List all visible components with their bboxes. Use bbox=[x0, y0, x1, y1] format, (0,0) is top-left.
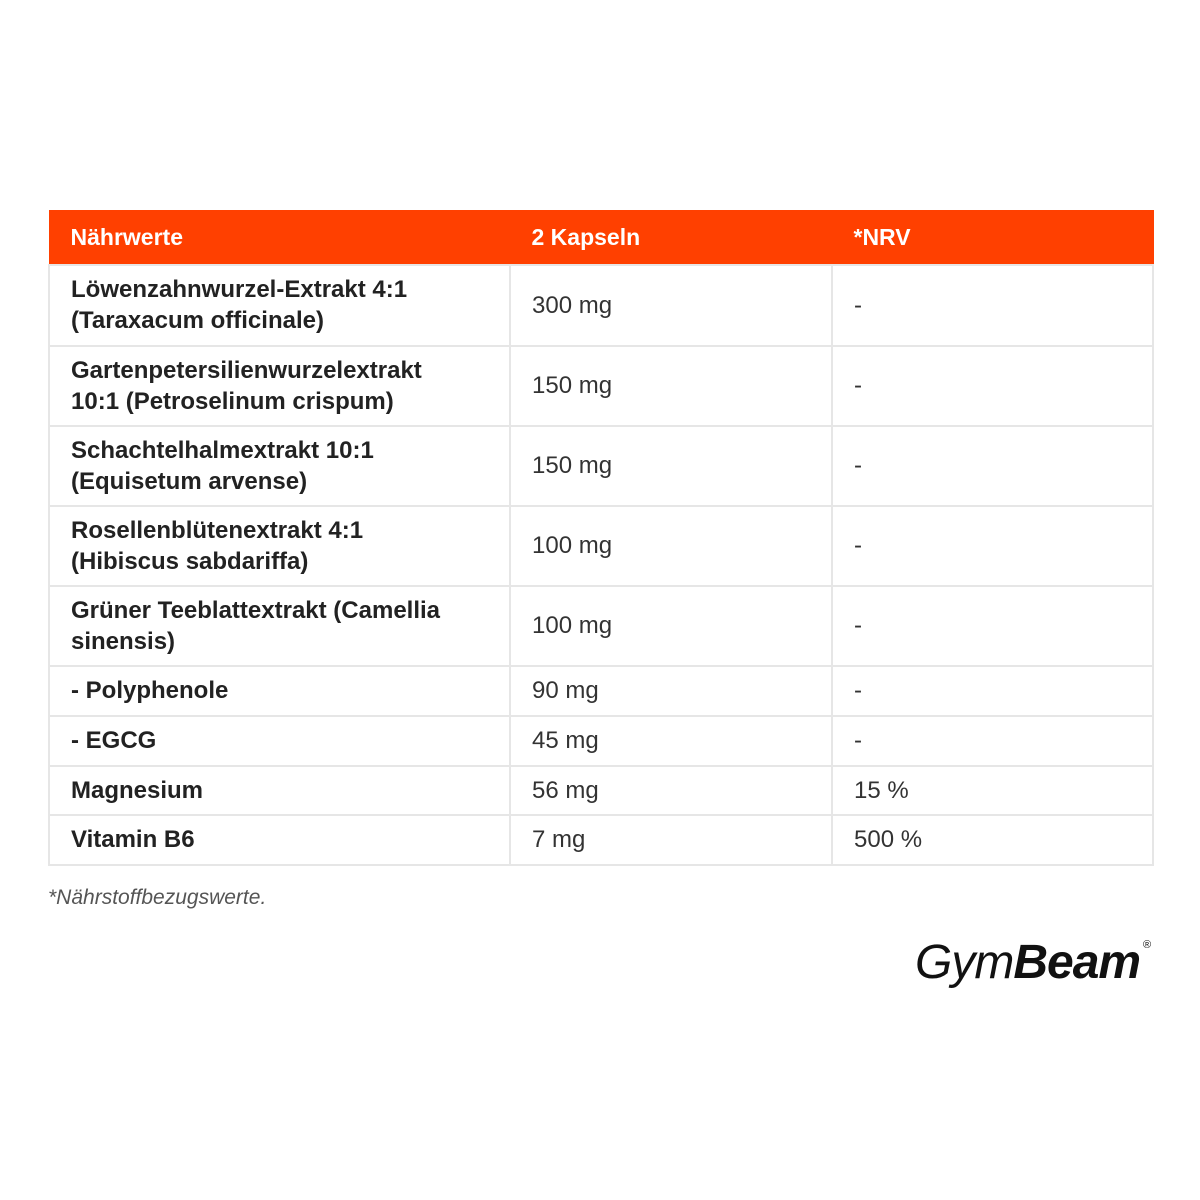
nutrient-name-line: Schachtelhalmextrakt 10:1 bbox=[71, 436, 374, 464]
nutrient-nrv: - bbox=[832, 265, 1153, 346]
nutrition-table bbox=[48, 210, 1154, 866]
table-row bbox=[49, 766, 1153, 815]
table-row bbox=[49, 346, 1153, 426]
nutrient-amount: 150 mg bbox=[510, 346, 832, 426]
header-nrv: *NRV bbox=[832, 211, 1153, 265]
nutrient-name-line: (Equisetum arvense) bbox=[71, 467, 308, 495]
footnote: *Nährstoffbezugswerte. bbox=[48, 886, 267, 909]
nutrient-amount: 300 mg bbox=[510, 265, 832, 346]
nutrient-name bbox=[49, 426, 510, 506]
logo-part-light: Gym bbox=[915, 936, 1014, 989]
nutrient-name-line: Gartenpetersilienwurzelextrakt bbox=[71, 356, 422, 384]
header-amount: 2 Kapseln bbox=[510, 211, 832, 265]
nutrient-name bbox=[49, 346, 510, 426]
nutrient-name: Magnesium bbox=[49, 766, 510, 815]
logo-wordmark bbox=[915, 935, 1140, 991]
table-header-row bbox=[49, 211, 1153, 265]
nutrient-nrv: - bbox=[832, 716, 1153, 766]
table-row bbox=[49, 716, 1153, 766]
nutrient-name: - EGCG bbox=[49, 716, 510, 766]
nutrient-nrv: - bbox=[832, 666, 1153, 716]
table-row bbox=[49, 506, 1153, 586]
nutrient-amount: 100 mg bbox=[510, 506, 832, 586]
registered-mark: ® bbox=[1143, 939, 1152, 951]
nutrient-name bbox=[49, 265, 510, 346]
nutrient-name: Vitamin B6 bbox=[49, 815, 510, 865]
table-row bbox=[49, 815, 1153, 865]
nutrient-nrv: - bbox=[832, 586, 1153, 666]
nutrient-name: - Polyphenole bbox=[49, 666, 510, 716]
nutrient-amount: 90 mg bbox=[510, 666, 832, 716]
gymbeam-logo bbox=[915, 935, 1155, 995]
nutrient-amount: 56 mg bbox=[510, 766, 832, 815]
nutrient-amount: 7 mg bbox=[510, 815, 832, 865]
header-nutrients: Nährwerte bbox=[49, 211, 510, 265]
nutrient-amount: 100 mg bbox=[510, 586, 832, 666]
nutrient-name bbox=[49, 586, 510, 666]
nutrient-nrv: 500 % bbox=[832, 815, 1153, 865]
nutrient-name-line: (Hibiscus sabdariffa) bbox=[71, 547, 309, 575]
table-row bbox=[49, 586, 1153, 666]
table-row bbox=[49, 666, 1153, 716]
nutrient-name-line: Löwenzahnwurzel-Extrakt 4:1 bbox=[71, 276, 408, 303]
logo-part-bold: Beam bbox=[1013, 936, 1141, 989]
nutrient-name-line: (Taraxacum officinale) bbox=[71, 307, 324, 334]
nutrient-amount: 45 mg bbox=[510, 716, 832, 766]
table-row bbox=[49, 426, 1153, 506]
nutrient-nrv: - bbox=[832, 426, 1153, 506]
nutrient-name-line: sinensis) bbox=[71, 627, 176, 655]
nutrient-name bbox=[49, 506, 510, 586]
nutrient-name-line: Rosellenblütenextrakt 4:1 bbox=[71, 516, 364, 544]
nutrient-amount: 150 mg bbox=[510, 426, 832, 506]
nutrient-name-line: 10:1 (Petroselinum crispum) bbox=[71, 387, 394, 415]
nutrient-nrv: - bbox=[832, 506, 1153, 586]
nutrient-nrv: - bbox=[832, 346, 1153, 426]
nutrient-nrv: 15 % bbox=[832, 766, 1153, 815]
table-row bbox=[49, 265, 1153, 346]
nutrient-name-line: Grüner Teeblattextrakt (Camellia bbox=[71, 596, 441, 624]
